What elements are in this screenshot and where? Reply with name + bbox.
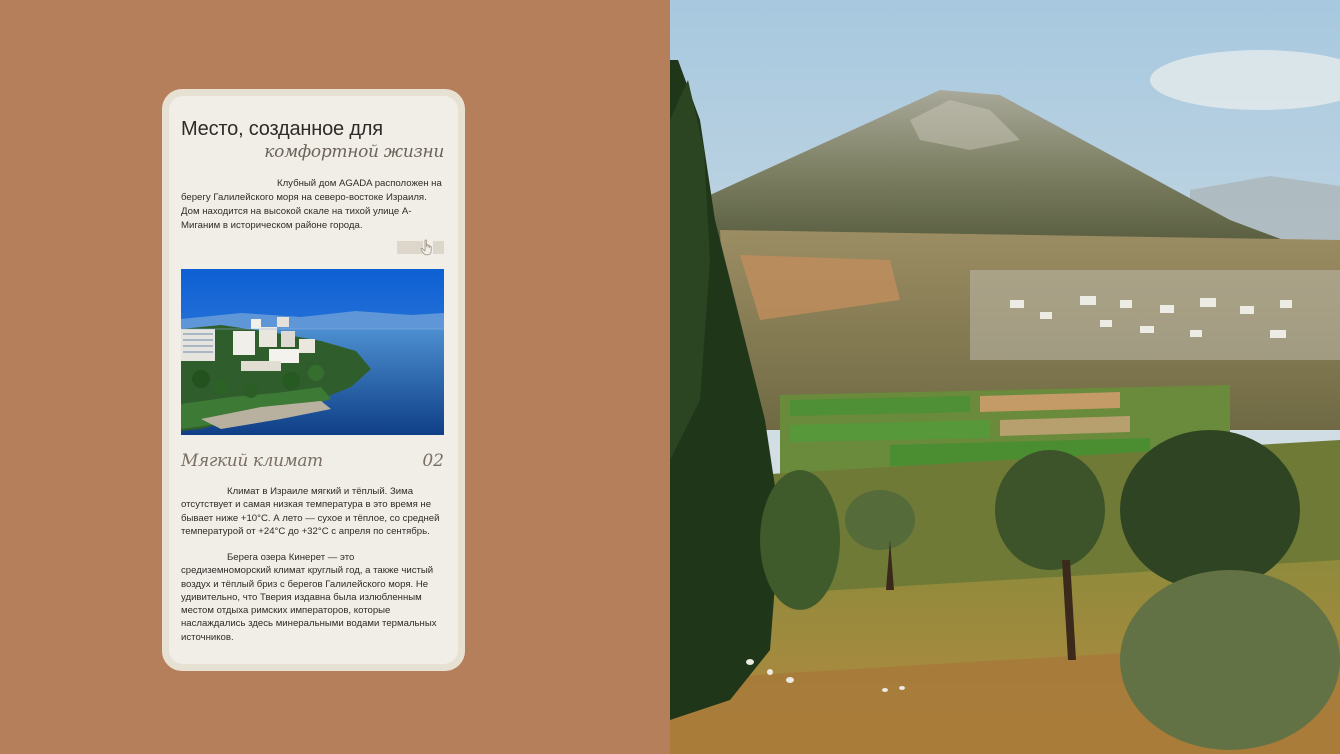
mountain-landscape-illustration xyxy=(670,0,1340,754)
scroll-track-right xyxy=(433,241,444,254)
intro-text: Клубный дом AGADA расположен на берегу Галилейского моря на северо-востоке Израиля. Дом находится на высокой скале на тихой улице А-Миганим в историческом районе города. xyxy=(181,178,442,231)
section-title: Мягкий климат xyxy=(181,451,323,471)
climate-paragraph-2: Берега озера Кинерет — это средиземноморский климат круглый год, а также чистый воздух и тёплый бриз с берегов Галилейского моря. Не удивительно, что Тверия издавна была излюбленным местом отдыха римских императоров, которые наслаждались здесь минеральными водами термальных источников. xyxy=(181,552,437,643)
climate-paragraph-1: Климат в Израиле мягкий и тёплый. Зима отсутствует и самая низкая температура в это время не бывает ниже +10°C. А лето — сухое и тёплое, со средней температурой от +24°C до +32°C с апреля по сентябрь. xyxy=(181,486,440,537)
phone-mockup xyxy=(162,89,465,671)
phone-screen[interactable] xyxy=(169,96,458,664)
coastline-photo-illustration xyxy=(181,269,444,435)
coastline-photo xyxy=(181,269,444,435)
page-subtitle: комфортной жизни xyxy=(264,142,444,162)
scroll-indicator[interactable] xyxy=(397,240,444,255)
hand-pointer-icon xyxy=(420,239,434,256)
section-number: 02 xyxy=(422,451,444,471)
page-title: Место, созданное для xyxy=(181,118,383,140)
landscape-photo xyxy=(670,0,1340,754)
